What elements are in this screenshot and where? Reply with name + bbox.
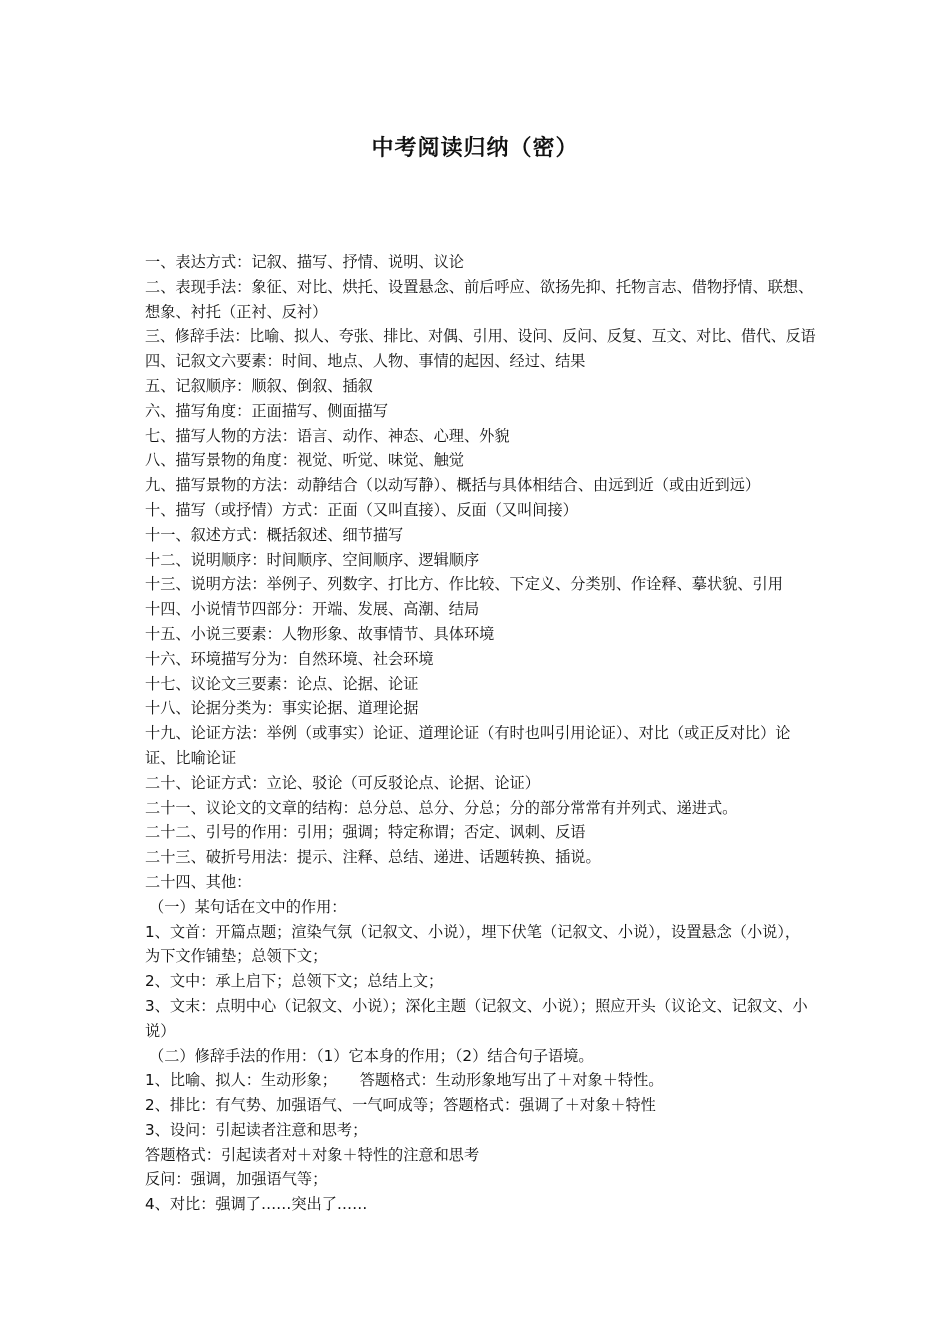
text-line: 想象、衬托（正衬、反衬） [145,302,328,321]
text-line: 二十四、其他： [145,872,252,891]
text-line: 十、描写（或抒情）方式：正面（又叫直接）、反面（又叫间接） [145,500,578,519]
text-line: 二十二、引号的作用：引用；强调；特定称谓；否定、讽刺、反语 [145,823,586,842]
text-line: 五、记叙顺序：顺叙、倒叙、插叙 [145,376,373,395]
text-line: 说） [145,1021,176,1040]
text-line: 六、描写角度：正面描写、侧面描写 [145,401,388,420]
text-line: （二）修辞手法的作用：（1）它本身的作用；（2）结合句子语境。 [149,1046,594,1065]
text-line: 2、文中：承上启下；总领下文；总结上文； [145,972,444,991]
text-line: 1、文首：开篇点题；渲染气氛（记叙文、小说），埋下伏笔（记叙文、小说），设置悬念（小说）， [145,922,801,941]
text-line: 反问：强调，加强语气等； [145,1170,328,1189]
text-line: 八、描写景物的角度：视觉、听觉、味觉、触觉 [145,451,464,470]
text-line: 十九、论证方法：举例（或事实）论证、道理论证（有时也叫引用论证）、对比（或正反对比）论 [145,724,791,743]
text-line: 3、文末：点明中心（记叙文、小说）；深化主题（记叙文、小说）；照应开头（议论文、记叙文、小 [145,996,808,1015]
document-body [145,250,816,1217]
text-line: 4、对比：强调了……突出了…… [145,1195,368,1214]
text-line: 十三、说明方法：举例子、列数字、打比方、作比较、下定义、分类别、作诠释、摹状貌、引用 [145,575,783,594]
text-line: 2、排比：有气势、加强语气、一气呵成等；答题格式：强调了＋对象＋特性 [145,1096,656,1115]
text-line: 1、比喻、拟人：生动形象； 答题格式：生动形象地写出了＋对象＋特性。 [145,1071,664,1090]
text-line: 答题格式：引起读者对＋对象＋特性的注意和思考 [145,1145,480,1164]
text-line: 二、表现手法：象征、对比、烘托、设置悬念、前后呼应、欲扬先抑、托物言志、借物抒情、联想、 [145,277,814,296]
text-line: 3、设问：引起读者注意和思考； [145,1120,368,1139]
text-line: 四、记叙文六要素：时间、地点、人物、事情的起因、经过、结果 [145,352,586,371]
text-line: 二十一、议论文的文章的结构：总分总、总分、分总；分的部分常常有并列式、递进式。 [145,798,738,817]
text-line: 三、修辞手法：比喻、拟人、夸张、排比、对偶、引用、设问、反问、反复、互文、对比、借代、反语 [145,327,816,346]
text-line: 七、描写人物的方法：语言、动作、神态、心理、外貌 [145,426,510,445]
text-line: 十四、小说情节四部分：开端、发展、高潮、结局 [145,600,480,619]
text-line: 十五、小说三要素：人物形象、故事情节、具体环境 [145,624,495,643]
text-line: 十一、叙述方式：概括叙述、细节描写 [145,525,404,544]
document-title: 中考阅读归纳（密） [371,136,579,161]
text-line: 十八、论据分类为：事实论据、道理论据 [145,699,419,718]
text-line: 九、描写景物的方法：动静结合（以动写静）、概括与具体相结合、由远到近（或由近到远） [145,476,761,495]
text-line: 为下文作铺垫；总领下文； [145,947,328,966]
text-line: 一、表达方式：记叙、描写、抒情、说明、议论 [145,253,464,271]
text-line: 二十三、破折号用法：提示、注释、总结、递进、话题转换、插说。 [145,848,601,867]
text-line: 十二、说明顺序：时间顺序、空间顺序、逻辑顺序 [145,550,480,569]
text-line: 证、比喻论证 [145,748,237,767]
text-line: 十七、议论文三要素：论点、论据、论证 [145,674,419,693]
text-line: 十六、环境描写分为：自然环境、社会环境 [145,649,434,668]
text-line: （一）某句话在文中的作用： [149,897,347,916]
text-line: 二十、论证方式：立论、驳论（可反驳论点、论据、论证） [145,773,540,792]
